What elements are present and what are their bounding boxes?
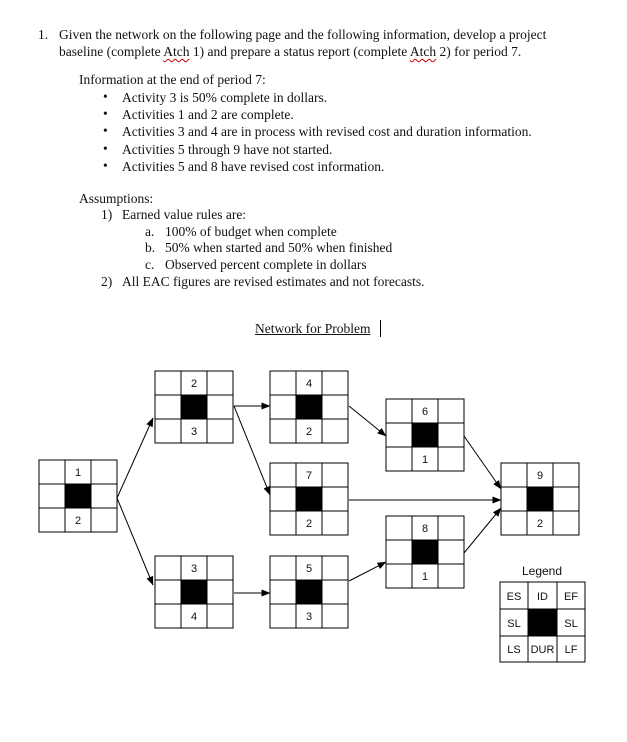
network-title: Network for Problem: [255, 321, 371, 336]
activity-node-6: [386, 399, 464, 471]
node-id-label: 1: [74, 467, 82, 479]
subitem-c: Observed percent complete in dollars: [165, 257, 367, 272]
node-id-label: 3: [190, 563, 198, 575]
problem-number: 1.: [38, 27, 49, 42]
info-heading: Information at the end of period 7:: [79, 72, 266, 87]
arrow-5-to-8: [349, 562, 386, 581]
bullet-icon: •: [103, 123, 108, 138]
node-duration-label: 4: [190, 611, 198, 623]
legend-sl-right: SL: [564, 618, 578, 630]
activity-node-2: [155, 371, 233, 443]
subitem-b-letter: b.: [145, 240, 156, 255]
node-center-square: [412, 540, 438, 564]
legend-sl-left: SL: [507, 618, 521, 630]
problem-line-2-start: baseline (complete: [59, 44, 164, 59]
assumption-1-number: 1): [101, 207, 113, 222]
node-duration-label: 1: [421, 571, 429, 583]
info-bullet-5: Activities 5 and 8 have revised cost information.: [122, 159, 385, 174]
node-duration-label: 1: [421, 454, 429, 466]
subitem-c-letter: c.: [145, 257, 155, 272]
info-bullet-4: Activities 5 through 9 have not started.: [122, 142, 333, 157]
node-id-label: 4: [305, 378, 313, 390]
legend-ef: EF: [563, 591, 579, 603]
node-duration-label: 3: [190, 426, 198, 438]
node-id-label: 8: [421, 523, 429, 535]
arrow-1-to-3: [117, 498, 153, 585]
assumptions-heading: Assumptions:: [79, 191, 154, 206]
node-duration-label: 2: [305, 518, 313, 530]
arrow-4-to-6: [349, 406, 386, 436]
node-id-label: 6: [421, 406, 429, 418]
arrow-6-to-9: [464, 436, 501, 489]
subitem-a: 100% of budget when complete: [165, 224, 337, 239]
node-duration-label: 2: [305, 426, 313, 438]
node-id-label: 9: [536, 470, 544, 482]
info-bullet-1: Activity 3 is 50% complete in dollars.: [122, 90, 328, 105]
node-duration-label: 2: [74, 515, 82, 527]
legend: [500, 564, 585, 662]
activity-node-3: [155, 556, 233, 628]
legend-ls: LS: [507, 644, 521, 656]
bullet-icon: •: [103, 106, 108, 121]
arrow-2-to-7: [234, 406, 270, 495]
node-center-square: [296, 487, 322, 511]
legend-lf: LF: [564, 644, 578, 656]
arrow-8-to-9: [464, 508, 501, 553]
node-duration-label: 3: [305, 611, 313, 623]
node-center-square: [296, 395, 322, 419]
activity-node-1: [39, 460, 117, 532]
node-id-label: 5: [305, 563, 313, 575]
legend-es: ES: [506, 591, 522, 603]
assumption-2: All EAC figures are revised estimates and not forecasts.: [122, 274, 425, 289]
bullet-icon: •: [103, 158, 108, 173]
node-id-label: 2: [190, 378, 198, 390]
activity-node-8: [386, 516, 464, 588]
activity-node-7: [270, 463, 348, 535]
node-duration-label: 2: [536, 518, 544, 530]
problem-line-2-middle: 1) and prepare a status report (complete: [189, 44, 410, 59]
legend-id: ID: [537, 591, 548, 603]
bullet-icon: •: [103, 89, 108, 104]
atch-word-1: Atch: [163, 44, 190, 59]
subitem-a-letter: a.: [145, 224, 155, 239]
bullet-icon: •: [103, 141, 108, 156]
atch-word-2: Atch: [409, 44, 437, 59]
problem-line-2-end: 2) for period 7.: [436, 44, 522, 59]
legend-dur: DUR: [530, 644, 555, 656]
info-bullet-2: Activities 1 and 2 are complete.: [122, 107, 294, 122]
node-center-square: [412, 423, 438, 447]
legend-title: Legend: [521, 564, 563, 578]
assumption-2-number: 2): [101, 274, 113, 289]
node-center-square: [65, 484, 91, 508]
node-center-square: [181, 395, 207, 419]
subitem-b: 50% when started and 50% when finished: [165, 240, 393, 255]
legend-center-square: [528, 609, 557, 636]
activity-node-4: [270, 371, 348, 443]
activity-node-5: [270, 556, 348, 628]
node-center-square: [527, 487, 553, 511]
node-center-square: [181, 580, 207, 604]
node-id-label: 7: [305, 470, 313, 482]
assumption-1: Earned value rules are:: [122, 207, 247, 222]
activity-node-9: [501, 463, 579, 535]
node-center-square: [296, 580, 322, 604]
problem-line-1: Given the network on the following page and the following information, develop a project: [59, 27, 547, 42]
info-bullet-3: Activities 3 and 4 are in process with revised cost and duration information.: [122, 124, 532, 139]
arrow-1-to-2: [117, 418, 153, 498]
